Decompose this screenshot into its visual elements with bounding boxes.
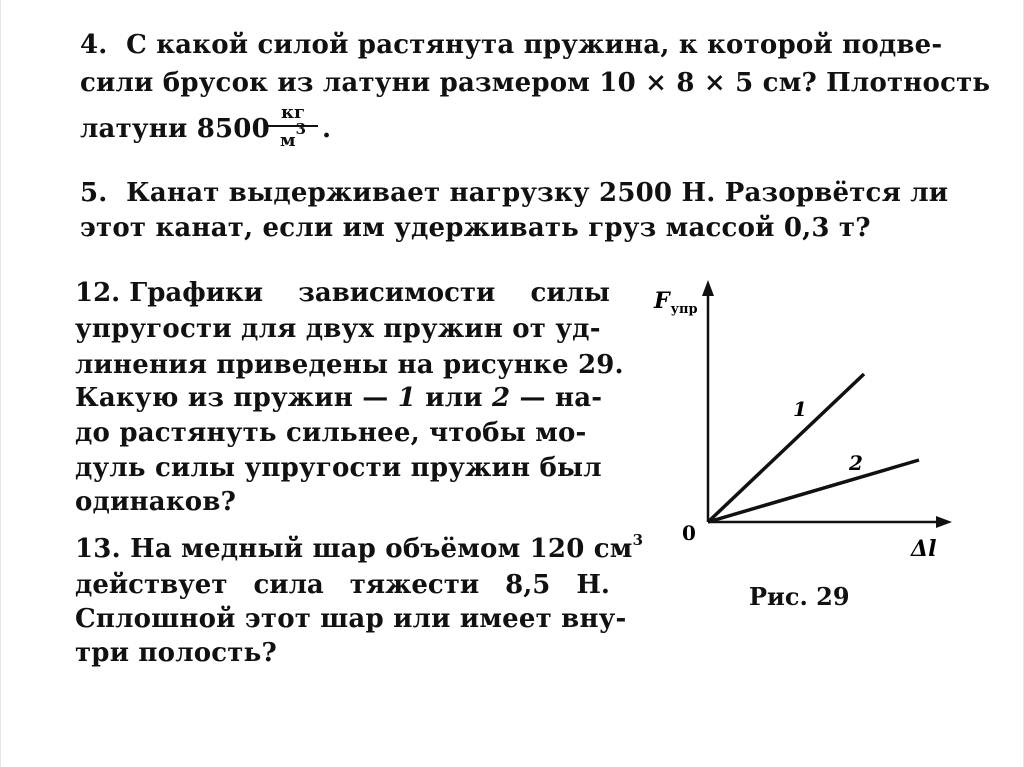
problem-12-line-6: дуль силы упругости пружин был xyxy=(75,453,602,483)
x-axis-arrow-icon xyxy=(936,516,952,528)
problem-12-line-4: Какую из пружин — 1 или 2 — на- xyxy=(75,383,603,413)
density-unit-fraction xyxy=(268,102,318,151)
problem-4-text-1: С какой силой растянута пружина, к которой подве- xyxy=(126,30,943,60)
unit-numerator: кг xyxy=(280,102,306,123)
problem-4-period: . xyxy=(322,114,332,144)
problem-13-number: 13. xyxy=(75,534,121,564)
problem-4-number: 4. xyxy=(80,30,108,60)
figure-29-graph xyxy=(640,270,970,570)
problem-12-line-5: до растянуть сильнее, чтобы мо- xyxy=(75,418,587,448)
problem-4-line-2: сили брусок из латуни размером 10 × 8 × 5 см? Плотность xyxy=(80,68,991,98)
fraction-bar xyxy=(268,125,318,127)
cm3-exponent: 3 xyxy=(632,531,644,549)
y-axis-arrow-icon xyxy=(702,280,714,296)
problem-5-number: 5. xyxy=(80,178,108,208)
problem-12-line-2: упругости для двух пружин от уд- xyxy=(75,314,601,344)
problem-13-line-2: действует сила тяжести 8,5 Н. xyxy=(75,570,610,600)
problem-13-line-1: 13. На медный шар объёмом 120 $см^3$ xyxy=(75,531,644,564)
problem-12-number-and-word: 12. Графики xyxy=(75,278,264,308)
problem-12-word-3: силы xyxy=(530,278,610,308)
x-axis-label: Δl xyxy=(911,536,937,562)
problem-5-line-1 xyxy=(80,178,948,208)
problem-5-text-1: Канат выдерживает нагрузку 2500 Н. Разорвётся ли xyxy=(126,178,949,208)
problem-12-word-2: зависимости xyxy=(298,278,496,308)
origin-label: 0 xyxy=(682,521,696,545)
problem-12-line-7: одинаков? xyxy=(75,487,237,517)
unit-denominator: $м^3$ xyxy=(279,120,307,151)
line-1-label: 1 xyxy=(793,397,807,421)
problem-13-line-3: Сплошной этот шар или имеет вну- xyxy=(75,604,627,634)
problem-13-line-4: три полость? xyxy=(75,638,277,668)
figure-caption: Рис. 29 xyxy=(749,582,850,611)
problem-4-line-3: латуни 8500 xyxy=(80,114,270,144)
spring-2-ref: 2 xyxy=(492,383,511,413)
y-axis-label: $F_{упр}$ xyxy=(654,288,698,317)
line-2-label: 2 xyxy=(849,451,863,475)
problem-12-line-3: линения приведены на рисунке 29. xyxy=(75,350,624,380)
problem-12-line-1 xyxy=(75,278,610,308)
spring-1-ref: 1 xyxy=(397,383,416,413)
problem-5-line-2: этот канат, если им удерживать груз массой 0,3 т? xyxy=(80,213,871,243)
problem-4-line-1 xyxy=(80,30,942,60)
